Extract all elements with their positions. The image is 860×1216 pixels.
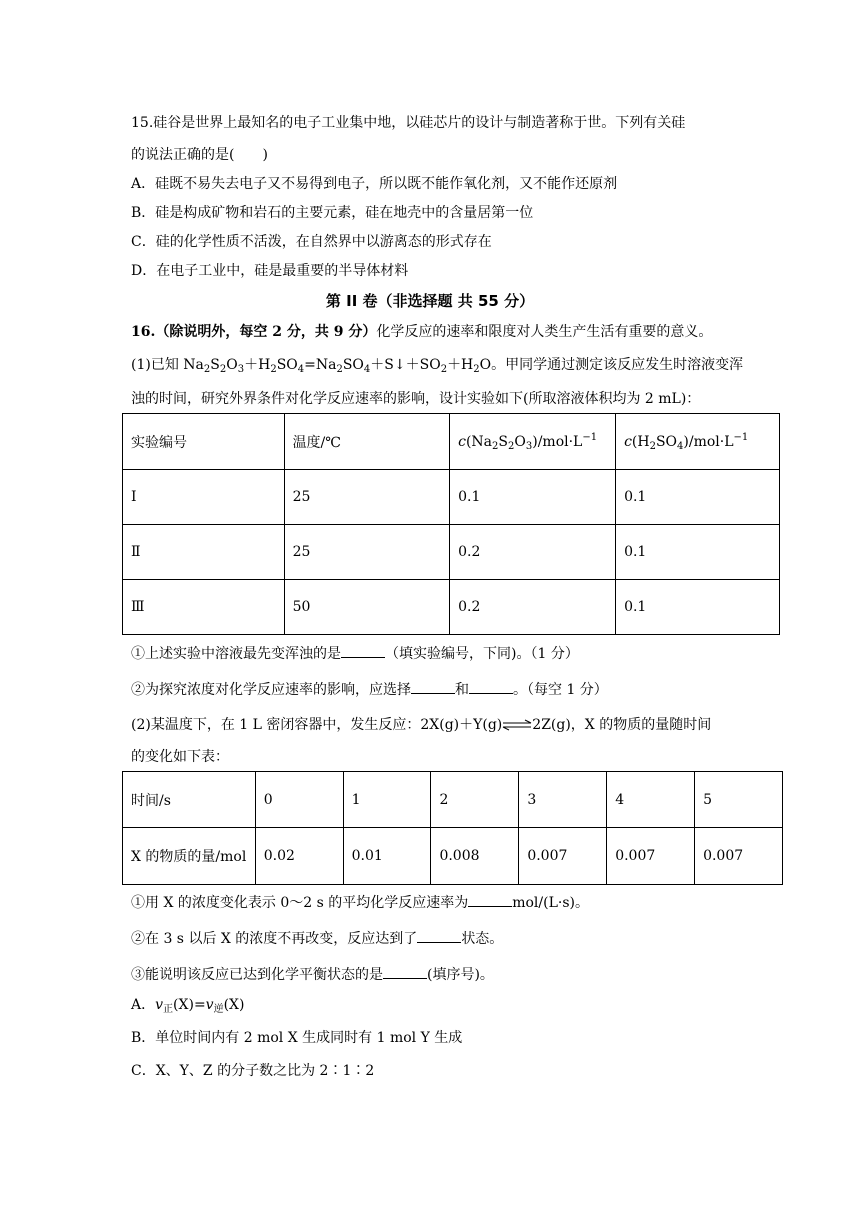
- option-text: (X): [223, 997, 245, 1013]
- table-header-cell: 时间/s: [123, 772, 256, 828]
- question-text: 2Z(g)，X 的物质的量随时间: [532, 717, 712, 733]
- question-text: ①上述实验中溶液最先变浑浊的是: [131, 646, 341, 662]
- q16-score-note: 16.（除说明外，每空 2 分，共 9 分）: [131, 324, 377, 340]
- time-amount-table: [122, 771, 783, 885]
- answer-blank[interactable]: [341, 643, 385, 658]
- table-cell: 0: [255, 772, 343, 828]
- table-cell: 0.007: [519, 828, 607, 885]
- table-cell: 0.1: [616, 470, 780, 525]
- table-cell: 0.02: [255, 828, 343, 885]
- answer-blank[interactable]: [383, 964, 427, 979]
- table-cell: 0.007: [695, 828, 783, 885]
- table-cell: 0.008: [431, 828, 519, 885]
- table-cell: 1: [343, 772, 431, 828]
- option-label: A．: [131, 997, 156, 1013]
- table-row: [123, 828, 783, 885]
- velocity-symbol: v: [155, 997, 164, 1013]
- table-row: [123, 580, 780, 635]
- table-cell: 0.007: [607, 828, 695, 885]
- question-text: ②在 3 s 以后 X 的浓度不再改变，反应达到了: [131, 931, 418, 947]
- question-text: mol/(L·s)。: [512, 895, 589, 911]
- table-cell: 0.2: [450, 525, 616, 580]
- table-cell: Ⅰ: [123, 470, 285, 525]
- table-header-cell: $c(H_2SO_4)/mol\cdot L^{-1}$: [616, 414, 780, 470]
- table-cell: 50: [284, 580, 450, 635]
- question-text: ③能说明该反应已达到化学平衡状态的是: [131, 967, 383, 983]
- q15-stem-line1: 15.硅谷是世界上最知名的电子工业集中地，以硅芯片的设计与制造著称于世。下列有关硅: [131, 115, 686, 131]
- q16-1-sub2: [131, 679, 608, 700]
- answer-blank[interactable]: [417, 928, 461, 943]
- question-text: 。（每空 1 分）: [513, 682, 608, 698]
- option-text: (X)=: [173, 997, 206, 1013]
- table-cell: 5: [695, 772, 783, 828]
- experiment-table: [122, 413, 780, 635]
- question-text: (填序号)。: [427, 967, 494, 983]
- q15-option-d: D．在电子工业中，硅是最重要的半导体材料: [131, 263, 409, 279]
- q16-header: [131, 322, 712, 342]
- table-cell: 0.1: [616, 525, 780, 580]
- answer-blank[interactable]: [411, 679, 455, 694]
- q16-2-sub3: [131, 964, 494, 985]
- table-cell: 2: [431, 772, 519, 828]
- table-cell: 4: [607, 772, 695, 828]
- table-header-cell: $c(Na_2S_2O_3)/mol\cdot L^{-1}$: [450, 414, 616, 470]
- answer-blank[interactable]: [469, 679, 513, 694]
- table-cell: 25: [284, 525, 450, 580]
- q16-part1-suffix: 。甲同学通过测定该反应发生时溶液变浑: [491, 357, 744, 373]
- question-text: 和: [455, 682, 469, 698]
- table-cell: 3: [519, 772, 607, 828]
- q16-part1-prefix: (1)已知: [131, 357, 184, 373]
- question-text: (2)某温度下，在 1 L 密闭容器中，发生反应：2X(g)＋Y(g): [131, 717, 503, 733]
- table-header-cell: 实验编号: [123, 414, 285, 470]
- q16-part1-line1: [131, 355, 743, 375]
- q15-option-a: A．硅既不易失去电子又不易得到电子，所以既不能作氧化剂，又不能作还原剂: [131, 176, 618, 192]
- q16-option-a: [131, 995, 244, 1015]
- q15-stem-line2: 的说法正确的是( ): [131, 147, 268, 163]
- table-cell: Ⅲ: [123, 580, 285, 635]
- equilibrium-arrow-icon: [502, 719, 532, 731]
- q16-2-sub2: [131, 928, 503, 949]
- q16-part2-line2: 的变化如下表：: [131, 749, 229, 765]
- table-row: [123, 772, 783, 828]
- table-cell: Ⅱ: [123, 525, 285, 580]
- table-row: [123, 525, 780, 580]
- velocity-symbol: v: [205, 997, 214, 1013]
- q16-part1-line2: 浊的时间，研究外界条件对化学反应速率的影响，设计实验如下(所取溶液体积均为 2 mL)：: [131, 391, 701, 407]
- question-text: ①用 X 的浓度变化表示 0～2 s 的平均化学反应速率为: [131, 895, 469, 911]
- question-text: ②为探究浓度对化学反应速率的影响，应选择: [131, 682, 411, 698]
- table-row: [123, 414, 780, 470]
- reaction-equation-1: $Na_2S_2O_3+H_2SO_4=Na_2SO_4+S↓+SO_2+H_2O$: [183, 357, 492, 375]
- q16-part2-line1: [131, 715, 711, 735]
- q16-intro: 化学反应的速率和限度对人类生产生活有重要的意义。: [376, 324, 713, 340]
- q16-2-sub1: [131, 892, 589, 913]
- table-cell: 0.1: [450, 470, 616, 525]
- answer-blank[interactable]: [468, 892, 512, 907]
- q16-1-sub1: [131, 643, 579, 664]
- q16-option-b: B．单位时间内有 2 mol X 生成同时有 1 mol Y 生成: [131, 1030, 463, 1046]
- table-cell: 0.01: [343, 828, 431, 885]
- table-row: [123, 470, 780, 525]
- q15-option-c: C．硅的化学性质不活泼，在自然界中以游离态的形式存在: [131, 234, 492, 250]
- question-text: 状态。: [461, 931, 504, 947]
- table-header-cell: X 的物质的量/mol: [123, 828, 256, 885]
- table-cell: 25: [284, 470, 450, 525]
- table-header-cell: 温度/℃: [284, 414, 450, 470]
- question-text: （填实验编号，下同)。（1 分）: [385, 646, 579, 662]
- subscript-reverse: 逆: [213, 1004, 224, 1015]
- section-2-title: 第 II 卷（非选择题 共 55 分）: [325, 292, 535, 310]
- table-cell: 0.2: [450, 580, 616, 635]
- table-cell: 0.1: [616, 580, 780, 635]
- q16-option-c: C．X、Y、Z 的分子数之比为 2∶1∶2: [131, 1063, 375, 1079]
- q15-option-b: B．硅是构成矿物和岩石的主要元素，硅在地壳中的含量居第一位: [131, 205, 534, 221]
- subscript-forward: 正: [163, 1004, 174, 1015]
